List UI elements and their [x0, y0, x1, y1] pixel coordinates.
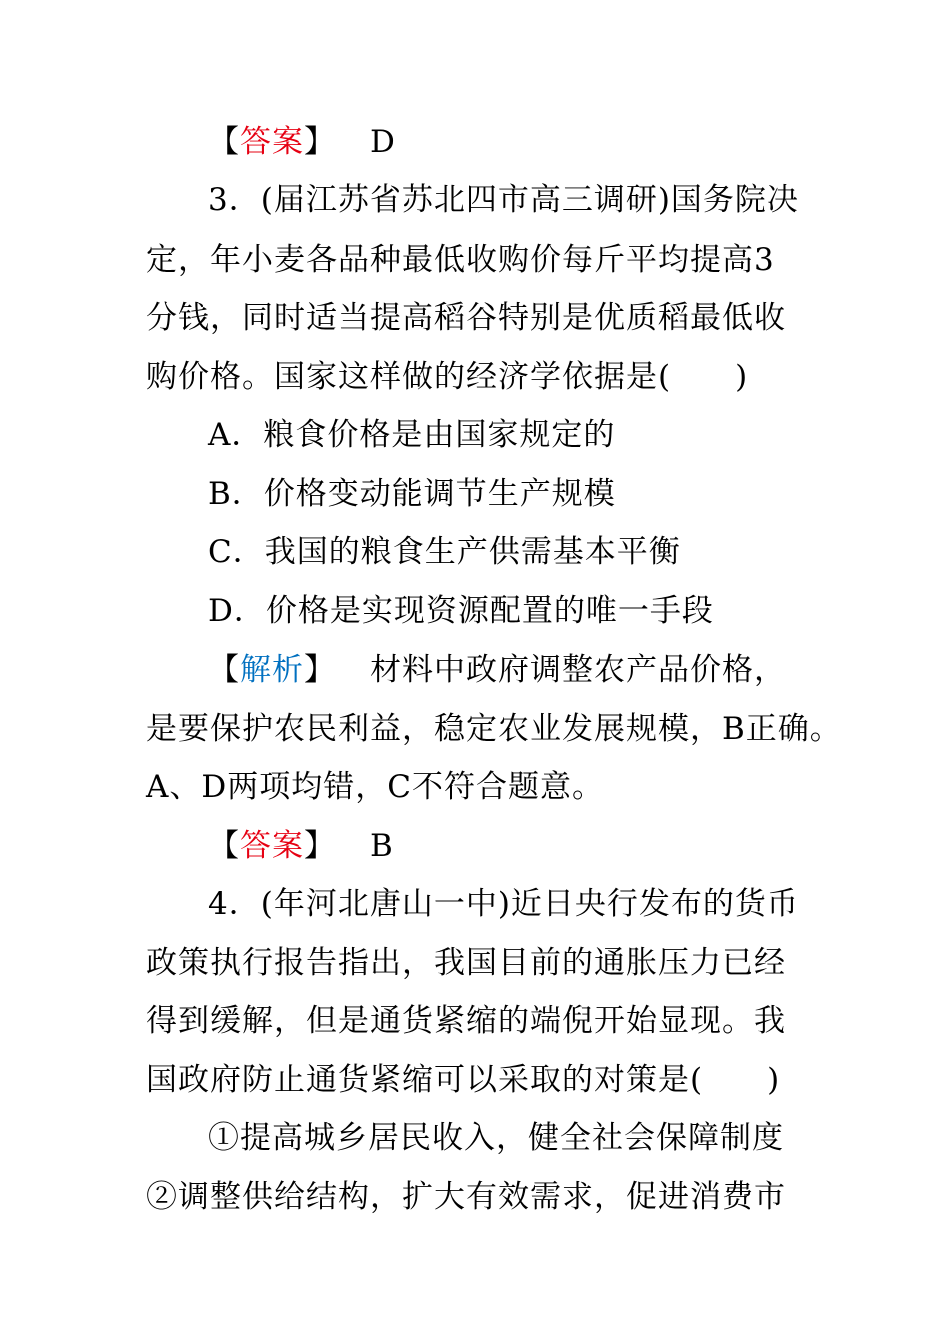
question-4-line-3: 得到缓解，但是通货紧缩的端倪开始显现。我	[146, 1003, 786, 1039]
answer-label: 答案	[240, 828, 304, 864]
question-4-line-2: 政策执行报告指出，我国目前的通胀压力已经	[146, 945, 786, 981]
question-3-line-4: 购价格。国家这样做的经济学依据是( )	[146, 359, 749, 395]
answer-value: B	[370, 828, 394, 864]
question-3-option-d: D．价格是实现资源配置的唯一手段	[208, 593, 714, 629]
analysis-text-start: 材料中政府调整农产品价格，	[370, 652, 786, 688]
question-4-line-1: 4．(年河北唐山一中)近日央行发布的货币	[208, 886, 799, 922]
answer-open-bracket: 【	[208, 828, 240, 864]
analysis-line-1	[208, 650, 786, 690]
analysis-close-bracket: 】	[304, 652, 336, 688]
analysis-line-2: 是要保护农民利益，稳定农业发展规模，B正确。	[146, 711, 842, 747]
analysis-line-3: A、D两项均错，C不符合题意。	[146, 769, 604, 805]
answer-line-1	[208, 122, 396, 162]
answer-close-bracket: 】	[304, 124, 336, 160]
question-3-option-a: A．粮食价格是由国家规定的	[208, 417, 616, 453]
question-3-line-1: 3．(届江苏省苏北四市高三调研)国务院决	[208, 182, 799, 218]
question-3-option-b: B．价格变动能调节生产规模	[208, 476, 616, 512]
answer-line-2	[208, 826, 394, 866]
question-3-line-2: 定，年小麦各品种最低收购价每斤平均提高3	[146, 242, 775, 278]
question-4-line-4: 国政府防止通货紧缩可以采取的对策是( )	[146, 1062, 781, 1098]
question-3-option-c: C．我国的粮食生产供需基本平衡	[208, 534, 681, 570]
answer-open-bracket: 【	[208, 124, 240, 160]
answer-value: D	[370, 124, 396, 160]
answer-label: 答案	[240, 124, 304, 160]
question-4-item-2: ②调整供给结构，扩大有效需求，促进消费市	[146, 1179, 786, 1215]
question-3-line-3: 分钱，同时适当提高稻谷特别是优质稻最低收	[146, 300, 786, 336]
answer-close-bracket: 】	[304, 828, 336, 864]
analysis-open-bracket: 【	[208, 652, 240, 688]
analysis-label: 解析	[240, 652, 304, 688]
question-4-item-1: ①提高城乡居民收入，健全社会保障制度	[208, 1120, 784, 1156]
